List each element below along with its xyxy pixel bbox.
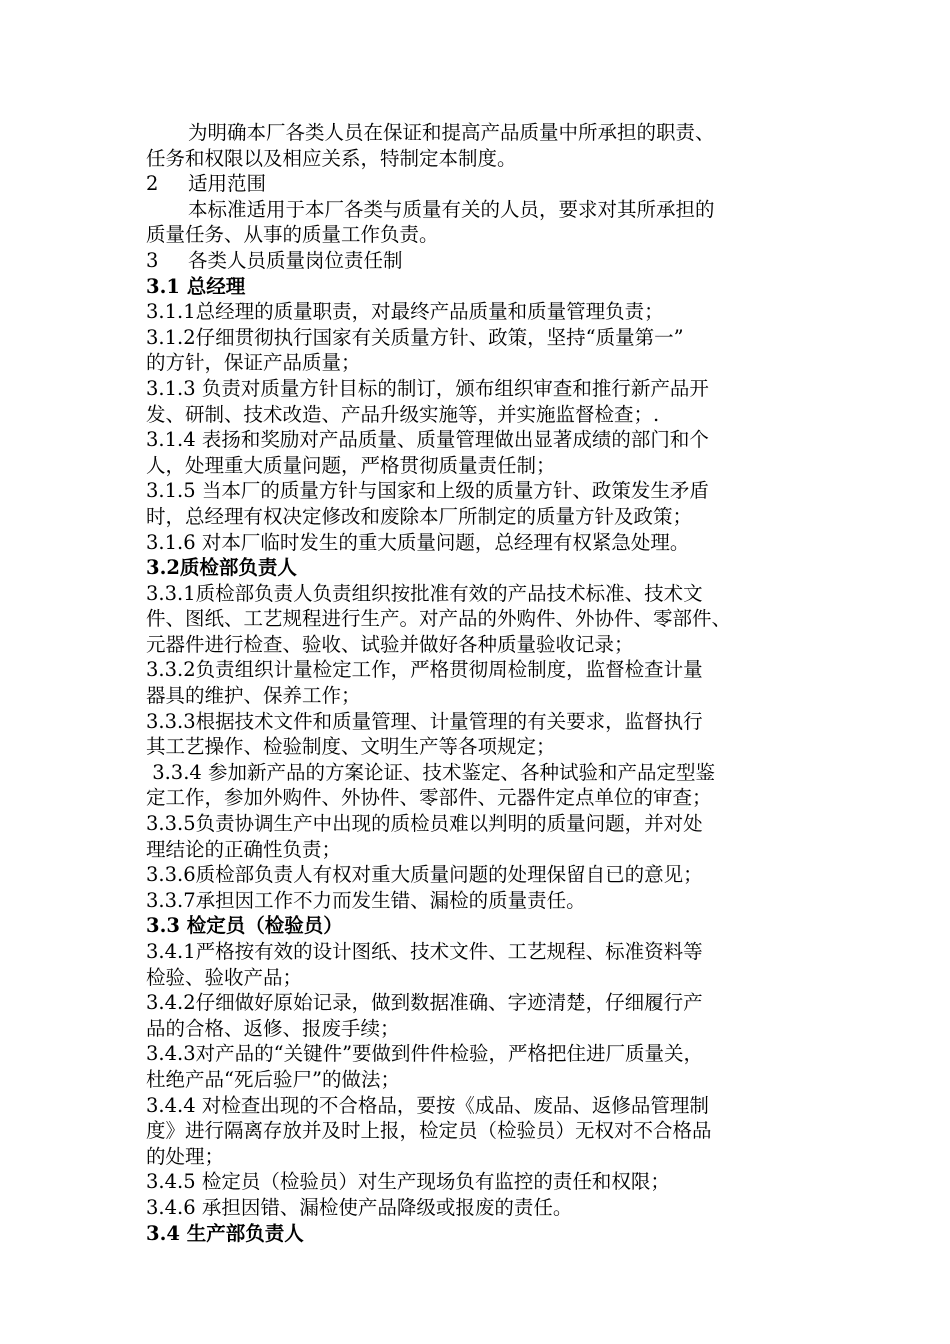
section-3-1-line: 3.1.2仔细贯彻执行国家有关质量方针、政策，坚持“质量第一” [146,325,684,349]
section-3-2-line: 3.3.7承担因工作不力而发生错、漏检的质量责任。 [146,888,586,912]
section-3-1-line: 3.1.4 表扬和奖励对产品质量、质量管理做出显著成绩的部门和个 [146,428,709,452]
section-3-1-line: 时，总经理有权决定修改和废除本厂所制定的质量方针及政策； [146,504,693,528]
section-3-3-line: 杜绝产品“死后验尸”的做法； [146,1067,400,1091]
section-3-number: 3 [146,248,159,272]
section-3-3-line: 的处理； [146,1144,225,1168]
intro-line-2: 任务和权限以及相应关系，特制定本制度。 [146,146,517,170]
section-3-3-line: 3.4.5 检定员（检验员）对生产现场负有监控的责任和权限； [146,1170,670,1194]
section-3-heading [146,248,826,274]
section-3-2-line: 器具的维护、保养工作； [146,684,361,708]
section-3-2-line: 3.3.1质检部负责人负责组织按批准有效的产品技术标准、技术文 [146,581,703,605]
section-2-line-2: 质量任务、从事的质量工作负责。 [146,223,439,247]
section-3-3-line: 品的合格、返修、报废手续； [146,1016,400,1040]
section-3-2-line: 理结论的正确性负责； [146,837,342,861]
section-3-title: 各类人员质量岗位责任制 [188,248,403,272]
section-2-title: 适用范围 [188,172,267,196]
section-2-line-1: 本标准适用于本厂各类与质量有关的人员，要求对其所承担的 [188,197,715,221]
section-3-2-line: 件、图纸、工艺规程进行生产。对产品的外购件、外协件、零部件、 [146,607,732,631]
section-3-2-line: 元器件进行检查、验收、试验并做好各种质量验收记录； [146,632,634,656]
section-3-3-line: 3.4.3对产品的“关键件”要做到件件检验，严格把住进厂质量关， [146,1042,704,1066]
section-3-1-line: 的方针，保证产品质量； [146,351,361,375]
section-3-2-line: 3.3.3根据技术文件和质量管理、计量管理的有关要求，监督执行 [146,709,703,733]
section-3-3-line: 3.4.6 承担因错、漏检使产品降级或报废的责任。 [146,1195,573,1219]
section-3-1-line: 人，处理重大质量问题，严格贯彻质量责任制； [146,453,556,477]
section-3-2-line: 3.3.2负责组织计量检定工作，严格贯彻周检制度，监督检查计量 [146,658,703,682]
section-3-4-heading: 3.4 生产部负责人 [146,1221,304,1245]
section-3-2-line: 其工艺操作、检验制度、文明生产等各项规定； [146,735,556,759]
section-2-number: 2 [146,172,159,196]
document-page [146,120,826,1246]
section-3-2-line: 3.3.6质检部负责人有权对重大质量问题的处理保留自已的意见； [146,863,703,887]
section-3-1-line: 3.1.6 对本厂临时发生的重大质量问题，总经理有权紧急处理。 [146,530,690,554]
section-3-3-line: 度》进行隔离存放并及时上报，检定员（检验员）无权对不合格品 [146,1119,712,1143]
section-3-2-line: 3.3.4 参加新产品的方案论证、技术鉴定、各种试验和产品定型鉴 [146,760,716,784]
section-3-3-line: 3.4.1严格按有效的设计图纸、技术文件、工艺规程、标准资料等 [146,940,703,963]
section-3-1-heading: 3.1 总经理 [146,274,246,298]
section-3-3-line: 检验、验收产品； [146,965,303,989]
section-3-1-line: 3.1.5 当本厂的质量方针与国家和上级的质量方针、政策发生矛盾 [146,479,709,503]
section-3-2-heading: 3.2质检部负责人 [146,556,297,580]
section-2-heading [146,171,826,197]
section-3-2-line: 定工作，参加外购件、外协件、零部件、元器件定点单位的审查； [146,786,712,810]
section-3-2-line: 3.3.5负责协调生产中出现的质检员难以判明的质量问题，并对处 [146,812,703,836]
section-3-3-line: 3.4.4 对检查出现的不合格品，要按《成品、废品、返修品管理制 [146,1093,709,1117]
section-3-1-line: 发、研制、技术改造、产品升级实施等，并实施监督检查；. [146,402,660,426]
intro-line-1: 为明确本厂各类人员在保证和提高产品质量中所承担的职责、 [188,121,715,144]
section-3-3-line: 3.4.2仔细做好原始记录，做到数据准确、字迹清楚，仔细履行产 [146,991,703,1015]
section-3-1-line: 3.1.1总经理的质量职责，对最终产品质量和质量管理负责； [146,300,664,324]
section-3-3-heading: 3.3 检定员（检验员） [146,914,343,938]
section-3-1-line: 3.1.3 负责对质量方针目标的制订，颁布组织审查和推行新产品开 [146,376,709,400]
